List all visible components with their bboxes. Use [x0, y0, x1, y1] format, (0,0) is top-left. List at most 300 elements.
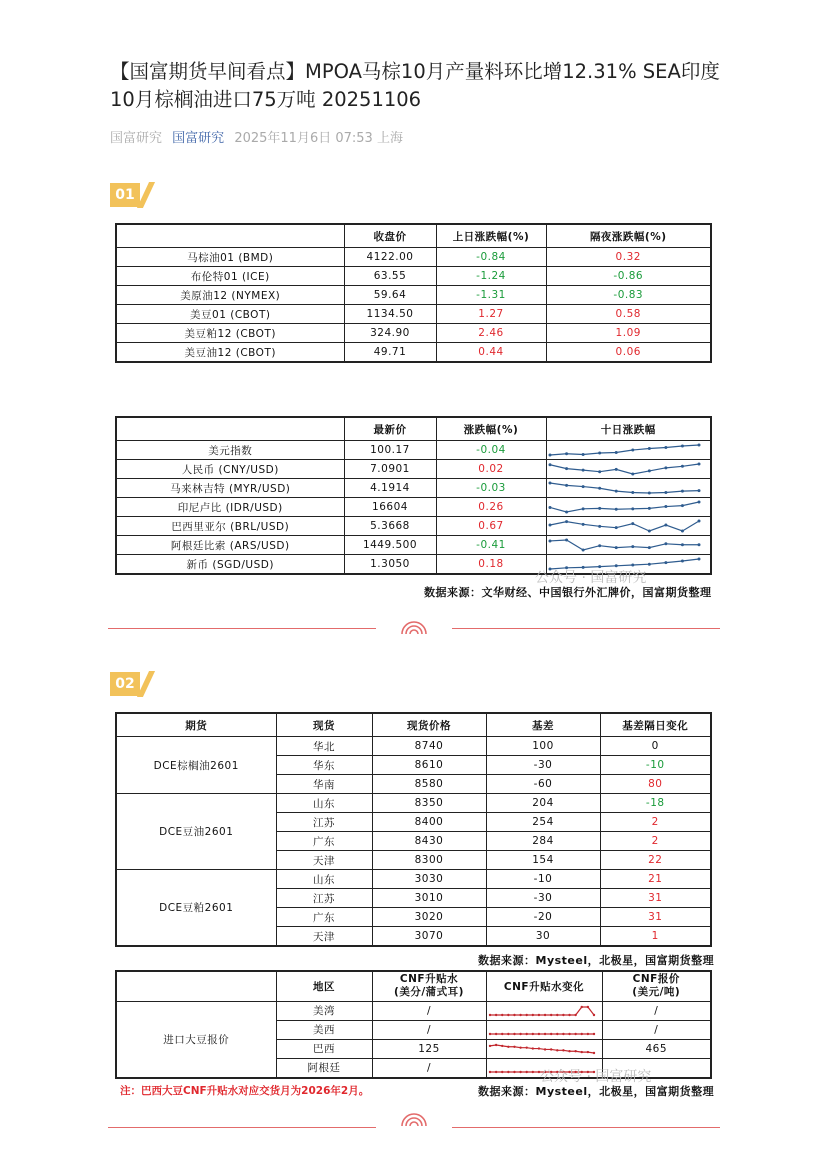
sparkline-point [631, 491, 634, 494]
sparkline-point [631, 473, 634, 476]
sparkline-cell [486, 1001, 602, 1020]
sparkline-point [549, 1032, 551, 1034]
header-cell: 期货 [116, 713, 276, 737]
table-cell: 华东 [276, 756, 372, 775]
sparkline-chart [547, 461, 702, 477]
sparkline-point [488, 1070, 490, 1072]
header-cell: 现货 [276, 713, 372, 737]
table-row [116, 536, 711, 555]
table-cell: 2 [600, 813, 711, 832]
sparkline-point [507, 1070, 509, 1072]
table-row [116, 479, 711, 498]
table-header-row [116, 224, 711, 248]
table-cell: -18 [600, 794, 711, 813]
knot-ornament-icon [400, 618, 428, 636]
sparkline-point [513, 1070, 515, 1072]
table-row [116, 305, 711, 324]
header-cell: 最新价 [344, 417, 436, 441]
sparkline-point [581, 523, 584, 526]
sparkline-point [525, 1013, 527, 1015]
table-cell: 2.46 [436, 324, 546, 343]
sparkline-point [664, 446, 667, 449]
table-cell: 31 [600, 889, 711, 908]
sparkline-chart [547, 537, 702, 553]
table-cell: 204 [486, 794, 600, 813]
sparkline-point [592, 1013, 594, 1015]
section-number: 02 [110, 672, 140, 696]
table-cell: 8580 [372, 775, 486, 794]
sparkline-point [519, 1013, 521, 1015]
table-cell: 布伦特01 (ICE) [116, 267, 344, 286]
sparkline-point [647, 507, 650, 510]
header-cell: 收盘价 [344, 224, 436, 248]
sparkline-point [507, 1013, 509, 1015]
header-cell: 基差隔日变化 [600, 713, 711, 737]
sparkline-point [537, 1032, 539, 1034]
sparkline-chart [547, 518, 702, 534]
sparkline-point [647, 447, 650, 450]
sparkline-point [501, 1032, 503, 1034]
sparkline-cell [546, 479, 711, 498]
sparkline-point [581, 507, 584, 510]
table-cell: 广东 [276, 832, 372, 851]
sparkline-point [580, 1005, 582, 1007]
sparkline-point [548, 463, 551, 466]
sparkline-point [598, 487, 601, 490]
sparkline-line [550, 502, 699, 512]
table-cell: 0.32 [546, 248, 711, 267]
header-cell: 隔夜涨跌幅(%) [546, 224, 711, 248]
sparkline-point [592, 1032, 594, 1034]
sparkline-point [598, 507, 601, 510]
sparkline-point [664, 466, 667, 469]
sparkline-point [631, 507, 634, 510]
sparkline-point [525, 1032, 527, 1034]
table-cell: 江苏 [276, 889, 372, 908]
table-row [116, 870, 711, 889]
table-cell: -0.03 [436, 479, 546, 498]
sparkline-point [565, 452, 568, 455]
watermark: 公众号 · 国富研究 [540, 1069, 652, 1085]
sparkline-point [501, 1070, 503, 1072]
sparkline-point [548, 482, 551, 485]
table-cell: 阿根廷比索 (ARS/USD) [116, 536, 344, 555]
table-cell: 4.1914 [344, 479, 436, 498]
table-cell: 30 [486, 927, 600, 947]
sparkline-cell [546, 517, 711, 536]
table-cell: -30 [486, 756, 600, 775]
sparkline-point [598, 452, 601, 455]
table-cell: -60 [486, 775, 600, 794]
table-cell: 80 [600, 775, 711, 794]
sparkline-point [680, 543, 683, 546]
sparkline-point [664, 542, 667, 545]
sparkline-point [565, 511, 568, 514]
sparkline-point [507, 1032, 509, 1034]
sparkline-point [562, 1049, 564, 1051]
sparkline-point [664, 491, 667, 494]
table-header-row [116, 971, 711, 1001]
sparkline-point [574, 1050, 576, 1052]
table-row [116, 286, 711, 305]
table-cell: 21 [600, 870, 711, 889]
sparkline-point [531, 1070, 533, 1072]
table-cell: 8400 [372, 813, 486, 832]
header-cell [116, 417, 344, 441]
table-cell: -10 [600, 756, 711, 775]
spot-basis-table [115, 712, 712, 947]
sparkline-point [513, 1045, 515, 1047]
sparkline-point [680, 445, 683, 448]
sparkline-point [519, 1032, 521, 1034]
sparkline-line [490, 1045, 594, 1053]
table-row [116, 794, 711, 813]
table-cell: -0.41 [436, 536, 546, 555]
table-row [116, 324, 711, 343]
header-cnf: CNF升贴水 [399, 973, 459, 986]
table-row [116, 737, 711, 756]
table-cell: 天津 [276, 851, 372, 870]
table-cell: 0 [600, 737, 711, 756]
publish-location: 上海 [376, 131, 403, 146]
sparkline-point [543, 1032, 545, 1034]
table-cell: 美豆01 (CBOT) [116, 305, 344, 324]
sparkline-point [565, 467, 568, 470]
table-cell: 美元指数 [116, 441, 344, 460]
sparkline-point [568, 1032, 570, 1034]
table-cell: 31 [600, 908, 711, 927]
sparkline-point [581, 485, 584, 488]
table-cell: 0.06 [546, 343, 711, 363]
footnote: 注：巴西大豆CNF升贴水对应交货月为2026年2月。 [120, 1085, 370, 1097]
sparkline-point [697, 520, 700, 523]
author: 国富研究 [110, 131, 163, 146]
table-cell: 3010 [372, 889, 486, 908]
publish-datetime: 2025年11月6日 07:53 [234, 131, 373, 146]
sparkline-point [494, 1043, 496, 1045]
table-cell: 3020 [372, 908, 486, 927]
sparkline-point [580, 1032, 582, 1034]
sparkline-point [664, 505, 667, 508]
table-cell: 324.90 [344, 324, 436, 343]
sparkline-point [494, 1013, 496, 1015]
sparkline-point [680, 490, 683, 493]
watermark: 公众号 · 国富研究 [535, 570, 647, 586]
table-row [116, 498, 711, 517]
sparkline-chart [487, 1023, 597, 1037]
header-cell: 上日涨跌幅(%) [436, 224, 546, 248]
sparkline-point [568, 1050, 570, 1052]
table-cell: 阿根廷 [276, 1058, 372, 1078]
sparkline-point [556, 1049, 558, 1051]
sparkline-point [614, 490, 617, 493]
sparkline-point [664, 561, 667, 564]
sparkline-point [680, 465, 683, 468]
sparkline-point [488, 1013, 490, 1015]
table-cell: -30 [486, 889, 600, 908]
table-cell: 1 [600, 927, 711, 947]
section-badge-02 [110, 672, 152, 696]
contract-cell: DCE豆粕2601 [116, 870, 276, 947]
sparkline-point [562, 1013, 564, 1015]
fx-table [115, 416, 712, 575]
header-cell [602, 971, 711, 1001]
section-badge-01 [110, 183, 152, 207]
contract-cell: DCE棕榈油2601 [116, 737, 276, 794]
sparkline-point [513, 1032, 515, 1034]
table-cell: 3070 [372, 927, 486, 947]
sparkline-point [697, 444, 700, 447]
data-source-note: 数据来源：Mysteel，北极星，国富期货整理 [478, 1085, 715, 1098]
section-number: 01 [110, 183, 140, 207]
sparkline-point [548, 524, 551, 527]
table-header-row [116, 713, 711, 737]
knot-ornament-icon [400, 1110, 428, 1128]
sparkline-point [598, 525, 601, 528]
sparkline-point [614, 526, 617, 529]
table-cell: 8740 [372, 737, 486, 756]
data-source-note: 数据来源：文华财经、中国银行外汇牌价，国富期货整理 [424, 586, 712, 599]
sparkline-chart [487, 1042, 597, 1056]
header-quote-unit: (美元/吨) [632, 986, 681, 999]
import-soybean-table [115, 970, 712, 1079]
sparkline-line [490, 1007, 594, 1015]
header-cnf-unit: (美分/蒲式耳) [394, 986, 464, 999]
sparkline-point [494, 1032, 496, 1034]
sparkline-cell [546, 536, 711, 555]
table-cell: 0.67 [436, 517, 546, 536]
sparkline-point [565, 539, 568, 542]
sparkline-point [565, 484, 568, 487]
sparkline-point [581, 549, 584, 552]
table-row [116, 517, 711, 536]
sparkline-point [531, 1013, 533, 1015]
table-cell: 新币 (SGD/USD) [116, 555, 344, 575]
sparkline-chart [487, 1004, 597, 1018]
table-cell: 3030 [372, 870, 486, 889]
sparkline-point [556, 1013, 558, 1015]
table-cell: 华北 [276, 737, 372, 756]
sparkline-point [549, 1013, 551, 1015]
table-cell: 284 [486, 832, 600, 851]
sparkline-point [525, 1070, 527, 1072]
article-title: 【国富期货早间看点】MPOA马棕10月产量料环比增12.31% SEA印度10月棕榈油进口75万吨 20251106 [110, 60, 720, 111]
header-cell: 十日涨跌幅 [546, 417, 711, 441]
sparkline-point [543, 1048, 545, 1050]
sparkline-point [586, 1032, 588, 1034]
sparkline-point [647, 530, 650, 533]
table-cell: 美豆油12 (CBOT) [116, 343, 344, 363]
sparkline-point [586, 1050, 588, 1052]
sparkline-point [580, 1050, 582, 1052]
sparkline-line [550, 464, 699, 474]
sparkline-point [631, 449, 634, 452]
sparkline-point [647, 492, 650, 495]
sparkline-cell [486, 1020, 602, 1039]
table-cell: 8610 [372, 756, 486, 775]
table-cell: 8350 [372, 794, 486, 813]
sparkline-point [647, 563, 650, 566]
divider-line [108, 1127, 376, 1128]
sparkline-point [525, 1046, 527, 1048]
header-cell [372, 971, 486, 1001]
sparkline-point [568, 1013, 570, 1015]
table-row [116, 343, 711, 363]
table-cell: 254 [486, 813, 600, 832]
sparkline-point [697, 501, 700, 504]
table-cell: 0.44 [436, 343, 546, 363]
contract-cell: DCE豆油2601 [116, 794, 276, 870]
table-cell: 山东 [276, 870, 372, 889]
sparkline-point [537, 1013, 539, 1015]
table-cell: 巴西 [276, 1039, 372, 1058]
sparkline-point [548, 454, 551, 457]
sparkline-chart [547, 480, 702, 496]
divider-line [108, 628, 376, 629]
table-cell: 16604 [344, 498, 436, 517]
sparkline-point [631, 545, 634, 548]
sparkline-point [592, 1051, 594, 1053]
table-cell: -20 [486, 908, 600, 927]
sparkline-point [581, 453, 584, 456]
table-cell: 印尼卢比 (IDR/USD) [116, 498, 344, 517]
table-cell: 1.09 [546, 324, 711, 343]
header-cell: 现货价格 [372, 713, 486, 737]
table-cell: 美豆粕12 (CBOT) [116, 324, 344, 343]
table-cell: 0.58 [546, 305, 711, 324]
table-cell: -1.24 [436, 267, 546, 286]
table-cell: 1449.500 [344, 536, 436, 555]
sparkline-point [513, 1013, 515, 1015]
table-cell: 山东 [276, 794, 372, 813]
import-label-cell: 进口大豆报价 [116, 1001, 276, 1078]
table-cell: 8300 [372, 851, 486, 870]
table-cell: -1.31 [436, 286, 546, 305]
sparkline-point [614, 451, 617, 454]
header-cell: 涨跌幅(%) [436, 417, 546, 441]
divider-line [452, 1127, 720, 1128]
header-cell [116, 971, 276, 1001]
sparkline-point [614, 508, 617, 511]
sparkline-point [537, 1047, 539, 1049]
table-cell: 49.71 [344, 343, 436, 363]
sparkline-line [550, 483, 699, 493]
table-cell: 1.3050 [344, 555, 436, 575]
sparkline-point [680, 560, 683, 563]
sparkline-point [614, 546, 617, 549]
header-quote: CNF报价 [632, 973, 680, 986]
sparkline-point [697, 489, 700, 492]
table-cell: 华南 [276, 775, 372, 794]
header-cell: CNF升贴水变化 [486, 971, 602, 1001]
sparkline-cell [546, 441, 711, 460]
sparkline-point [494, 1070, 496, 1072]
sparkline-point [680, 504, 683, 507]
table-cell: 美湾 [276, 1001, 372, 1020]
account-link[interactable]: 国富研究 [172, 131, 225, 146]
table-row [116, 441, 711, 460]
sparkline-point [598, 470, 601, 473]
sparkline-cell [546, 460, 711, 479]
table-cell: 465 [602, 1039, 711, 1058]
table-cell: / [372, 1001, 486, 1020]
sparkline-chart [547, 499, 702, 515]
header-cell [116, 224, 344, 248]
sparkline-point [549, 1048, 551, 1050]
table-cell: 1134.50 [344, 305, 436, 324]
sparkline-point [519, 1046, 521, 1048]
sparkline-point [680, 530, 683, 533]
table-cell: 1.27 [436, 305, 546, 324]
table-cell: 马棕油01 (BMD) [116, 248, 344, 267]
table-cell: 广东 [276, 908, 372, 927]
header-cell: 基差 [486, 713, 600, 737]
table-cell: 8430 [372, 832, 486, 851]
table-cell: 巴西里亚尔 (BRL/USD) [116, 517, 344, 536]
table-cell: 5.3668 [344, 517, 436, 536]
sparkline-point [574, 1013, 576, 1015]
sparkline-point [519, 1070, 521, 1072]
sparkline-point [647, 469, 650, 472]
table-cell: -0.04 [436, 441, 546, 460]
table-cell: -10 [486, 870, 600, 889]
sparkline-point [507, 1045, 509, 1047]
table-cell: / [372, 1058, 486, 1078]
table-cell: 0.02 [436, 460, 546, 479]
sparkline-point [574, 1032, 576, 1034]
table-cell: 人民币 (CNY/USD) [116, 460, 344, 479]
sparkline-point [543, 1013, 545, 1015]
table-row [116, 1001, 711, 1020]
table-cell: 22 [600, 851, 711, 870]
sparkline-line [550, 521, 699, 531]
sparkline-point [647, 546, 650, 549]
table-cell: -0.83 [546, 286, 711, 305]
table-cell: 7.0901 [344, 460, 436, 479]
sparkline-point [697, 543, 700, 546]
sparkline-point [562, 1032, 564, 1034]
table-cell: -0.84 [436, 248, 546, 267]
sparkline-point [488, 1044, 490, 1046]
futures-table [115, 223, 712, 363]
table-row [116, 460, 711, 479]
table-cell: 0.18 [436, 555, 546, 575]
sparkline-point [531, 1032, 533, 1034]
sparkline-line [550, 445, 699, 455]
sparkline-point [631, 522, 634, 525]
divider-line [452, 628, 720, 629]
table-row [116, 267, 711, 286]
sparkline-point [488, 1032, 490, 1034]
table-cell: 125 [372, 1039, 486, 1058]
sparkline-point [614, 468, 617, 471]
sparkline-point [581, 469, 584, 472]
sparkline-point [664, 524, 667, 527]
sparkline-point [531, 1047, 533, 1049]
sparkline-point [501, 1013, 503, 1015]
sparkline-line [550, 540, 699, 550]
sparkline-point [565, 520, 568, 523]
sparkline-point [598, 544, 601, 547]
sparkline-point [548, 539, 551, 542]
table-cell: 4122.00 [344, 248, 436, 267]
header-cell: 地区 [276, 971, 372, 1001]
article-meta [110, 127, 403, 146]
table-cell: 马来林吉特 (MYR/USD) [116, 479, 344, 498]
data-source-note: 数据来源：Mysteel，北极星，国富期货整理 [478, 954, 715, 967]
sparkline-cell [486, 1039, 602, 1058]
table-cell: 天津 [276, 927, 372, 947]
